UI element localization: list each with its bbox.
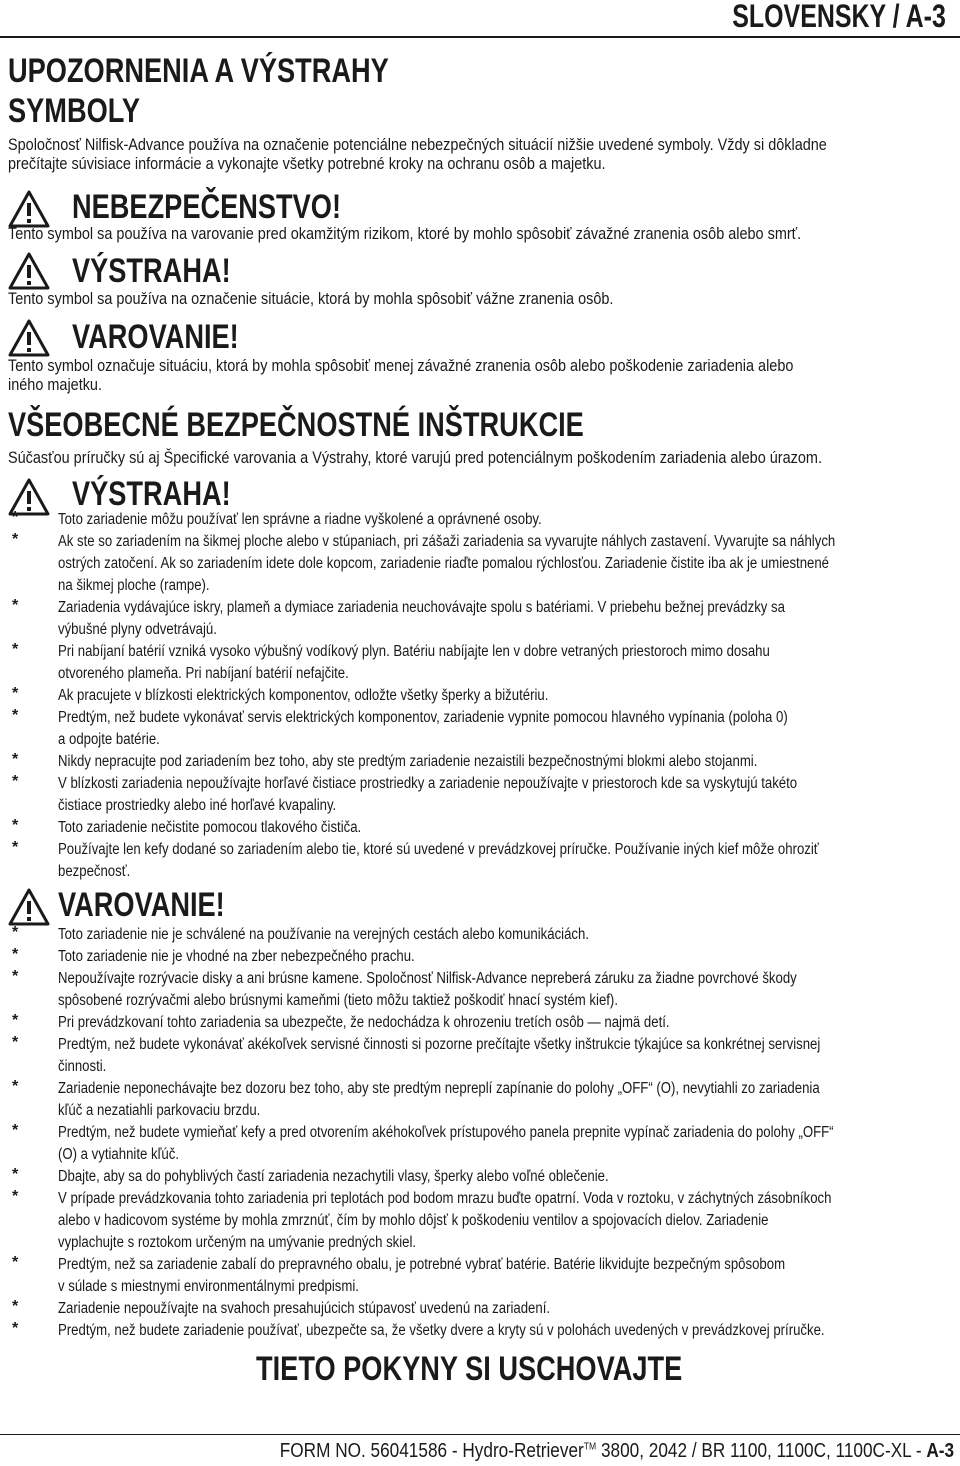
list-item-line: Ak ste so zariadením na šikmej ploche alebo v stúpaniach, pri zášaži zariadenia sa vyvarujte náhlych zastavení. Vyvarujte sa náhlych — [58, 533, 836, 550]
bullet-asterisk: * — [12, 968, 19, 985]
footer-page-number: A-3 — [926, 1440, 954, 1462]
caution-text-wrap — [8, 355, 932, 396]
list-item-line: čistiace prostriedky alebo iné horľavé kvapaliny. — [58, 797, 337, 814]
bullet-asterisk: * — [12, 531, 19, 548]
list-item-line: Zariadenie neponechávajte bez dozoru bez toho, aby ste predtým nepreplí zapínanie do polohy „OFF“ (O), nevytiahli zo zariadenia — [58, 1080, 820, 1097]
bullet-asterisk: * — [12, 707, 19, 724]
save-instructions-wrap — [256, 1350, 789, 1389]
footer-form-number: FORM NO. 56041586 - Hydro-Retriever — [279, 1440, 584, 1462]
footer-rule — [0, 1434, 960, 1435]
list-item-line: V blízkosti zariadenia nepoužívajte horľavé čistiace prostriedky a zariadenie nepoužívajte v priestoroch kde sa vyskytujú takéto — [58, 775, 798, 792]
list-item-line: vyplachujte s roztokom určeným na umývanie predných skiel. — [58, 1234, 417, 1251]
list-item-line: Zariadenie nepoužívajte na svahoch presahujúcich stúpavosť uvedenú na zariadení. — [58, 1300, 551, 1317]
warning-text-wrap — [8, 288, 720, 310]
list-item-line: Toto zariadenie nie je schválené na používanie na verejných cestách alebo komunikáciách. — [58, 926, 589, 943]
header-rule — [0, 36, 960, 38]
list-item-line: Predtým, než budete zariadenie používať, ubezpečte sa, že všetky dvere a kryty sú v polohách uvedených v prevádzkovej príručke. — [58, 1322, 825, 1339]
list-item-line: (O) a vytiahnite kľúč. — [58, 1146, 180, 1163]
list-item-line: Predtým, než budete vymieňať kefy a pred otvorením akéhokoľvek prístupového panela prepnite vypínač zariadenia do polohy „OFF“ — [58, 1124, 834, 1141]
bullet-asterisk: * — [12, 773, 19, 790]
bullet-asterisk: * — [12, 751, 19, 768]
footer-models: 3800, 2042 / BR 1100, 1100C, 1100C-XL - — [596, 1440, 927, 1462]
caution-block-title: VAROVANIE! — [58, 886, 225, 924]
caution-text-line: iného majetku. — [8, 375, 102, 394]
list-item-line: Predtým, než sa zariadenie zabalí do prepravného obalu, je potrebné vybrať batérie. Batérie likvidujte bezpečným spôsobom — [58, 1256, 786, 1273]
caution-title-wrap — [72, 318, 280, 357]
list-item-line: Nikdy nepracujte pod zariadením bez toho, aby ste predtým zariadenie nezaistili bezpečnostnými blokmi alebo stojanmi. — [58, 753, 758, 770]
bullet-asterisk: * — [12, 597, 19, 614]
list-item-line: na šikmej ploche (rampe). — [58, 577, 210, 594]
list-item-line: spôsobené rozrývačmi alebo brúsnymi kameňmi (tieto môžu taktiež poškodiť hnací systém kief). — [58, 992, 618, 1009]
bullet-asterisk: * — [12, 924, 19, 941]
list-item-line: Toto zariadenie môžu používať len správne a riadne vyškolené a oprávnené osoby. — [58, 511, 542, 528]
footer-trademark: TM — [583, 1441, 597, 1453]
intro-line: Spoločnosť Nilfisk-Advance používa na označenie potenciálne nebezpečných situácií nižšie uvedené symboly. Vždy si dôkladne — [8, 135, 827, 154]
general-title-wrap — [8, 406, 728, 445]
caution-block-title-wrap — [58, 886, 266, 925]
warning-text: Tento symbol sa používa na označenie situácie, ktorá by mohla spôsobiť vážne zranenia osôb. — [8, 289, 614, 308]
bullet-asterisk: * — [12, 1254, 19, 1271]
intro-line: prečítajte súvisiace informácie a vykonajte všetky potrebné kroky na ochranu osôb a majetku. — [8, 154, 606, 173]
bullet-asterisk: * — [12, 946, 19, 963]
symbols-title: SYMBOLY — [8, 92, 141, 130]
caution-title: VAROVANIE! — [72, 318, 239, 356]
save-instructions: TIETO POKYNY SI USCHOVAJTE — [256, 1350, 683, 1388]
list-item-line: Nepoužívajte rozrývacie disky a ani brúsne kamene. Spoločnosť Nilfisk-Advance nepreberá záruku za žiadne povrchové škody — [58, 970, 797, 987]
list-item-line: Toto zariadenie nie je vhodné na zber nebezpečného prachu. — [58, 948, 415, 965]
bullet-asterisk: * — [12, 1298, 19, 1315]
list-item-line: Ak pracujete v blízkosti elektrických komponentov, odložte všetky šperky a bižutériu. — [58, 687, 549, 704]
bullet-asterisk: * — [12, 817, 19, 834]
list-item-line: a odpojte batérie. — [58, 731, 160, 748]
list-item-line: Zariadenia vydávajúce iskry, plameň a dymiace zariadenia neuchovávajte spolu s batériami. V priebehu bežnej prevádzky sa — [58, 599, 785, 616]
danger-title: NEBEZPEČENSTVO! — [72, 188, 342, 226]
caution-text-line: Tento symbol označuje situáciu, ktorá by mohla spôsobiť menej závažné zranenia osôb alebo poškodenie zariadenia alebo — [8, 356, 794, 375]
list-item-line: Pri prevádzkovaní tohto zariadenia sa ubezpečte, že nedochádza k ohrozeniu tretích osôb — najmä detí. — [58, 1014, 670, 1031]
warnings-title-wrap — [8, 52, 484, 91]
warning-triangle-icon — [8, 252, 50, 290]
bullet-asterisk: * — [12, 1188, 19, 1205]
symbols-title-wrap — [8, 92, 173, 131]
list-item-line: v súlade s miestnymi environmentálnymi predpismi. — [58, 1278, 359, 1295]
footer — [280, 1440, 954, 1463]
warning-block-title: VÝSTRAHA! — [72, 475, 231, 513]
list-item-line: ostrých zatočení. Ak so zariadením idete dole kopcom, zariadenie riaďte pomalou rýchlosťou. Zariadenie čistite iba ak je umiestnené — [58, 555, 830, 572]
danger-text-wrap — [8, 223, 941, 245]
danger-title-wrap — [72, 188, 408, 227]
warning-title-wrap — [72, 252, 270, 291]
list-item-line: výbušné plyny odvetrávajú. — [58, 621, 217, 638]
list-item-line: kľúč a nezatiahli parkovaciu brzdu. — [58, 1102, 261, 1119]
danger-text: Tento symbol sa používa na varovanie pred okamžitým rizikom, ktoré by mohlo spôsobiť závažné zranenia osôb alebo smrť. — [8, 224, 802, 243]
list-item-line: V prípade prevádzkovania tohto zariadenia pri teplotách pod bodom mrazu buďte opatrní. Voda v roztoku, v záchytných zásobníkoch — [58, 1190, 832, 1207]
bullet-asterisk: * — [12, 1078, 19, 1095]
general-intro: Súčasťou príručky sú aj Špecifické varovania a Výstrahy, ktoré varujú pred potenciálnym poškodením zariadenia alebo úrazom. — [8, 448, 822, 467]
list-item-line: Predtým, než budete vykonávať akékoľvek servisné činnosti si pozorne prečítajte všetky inštrukcie týkajúce sa konkrétnej servisnej — [58, 1036, 821, 1053]
symbols-intro — [8, 134, 960, 175]
list-item-line: Používajte len kefy dodané so zariadením alebo tie, ktoré sú uvedené v prevádzkovej príručke. Používanie iných kief môže ohroziť — [58, 841, 819, 858]
page-header-title: SLOVENSKY / A-3 — [732, 0, 946, 34]
bullet-asterisk: * — [12, 1012, 19, 1029]
list-item-line: bezpečnosť. — [58, 863, 131, 880]
bullet-asterisk: * — [12, 1166, 19, 1183]
warning-triangle-icon — [8, 888, 50, 926]
list-item-line: otvoreného plameňa. Pri nabíjaní batérií nefajčite. — [58, 665, 349, 682]
general-title: VŠEOBECNÉ BEZPEČNOSTNÉ INŠTRUKCIE — [8, 406, 584, 444]
list-item-line: alebo v hadicovom systéme by mohla zmrznúť, čím by mohlo dôjsť k poškodeniu ventilov a spojovacích dielov. Zariadenie — [58, 1212, 769, 1229]
bullet-asterisk: * — [12, 1320, 19, 1337]
warning-title: VÝSTRAHA! — [72, 252, 231, 290]
list-item-line: Predtým, než budete vykonávať servis elektrických komponentov, zariadenie vypnite pomocou hlavného vypínania (poloha 0) — [58, 709, 788, 726]
bullet-asterisk: * — [12, 685, 19, 702]
list-item-line: činnosti. — [58, 1058, 107, 1075]
bullet-asterisk: * — [12, 509, 19, 526]
list-item-line: Pri nabíjaní batérií vzniká vysoko výbušný vodíkový plyn. Batériu nabíjajte len v dobre vetraných priestoroch mimo dosahu — [58, 643, 770, 660]
bullet-asterisk: * — [12, 641, 19, 658]
warning-triangle-icon — [8, 319, 50, 357]
general-intro-wrap — [8, 447, 960, 469]
bullet-asterisk: * — [12, 1122, 19, 1139]
warnings-title: UPOZORNENIA A VÝSTRAHY — [8, 52, 389, 90]
list-item-line: Toto zariadenie nečistite pomocou tlakového čističa. — [58, 819, 362, 836]
bullet-asterisk: * — [12, 1034, 19, 1051]
bullet-asterisk: * — [12, 839, 19, 856]
list-item-line: Dbajte, aby sa do pohyblivých častí zariadenia nezachytili vlasy, šperky alebo voľné oblečenie. — [58, 1168, 609, 1185]
